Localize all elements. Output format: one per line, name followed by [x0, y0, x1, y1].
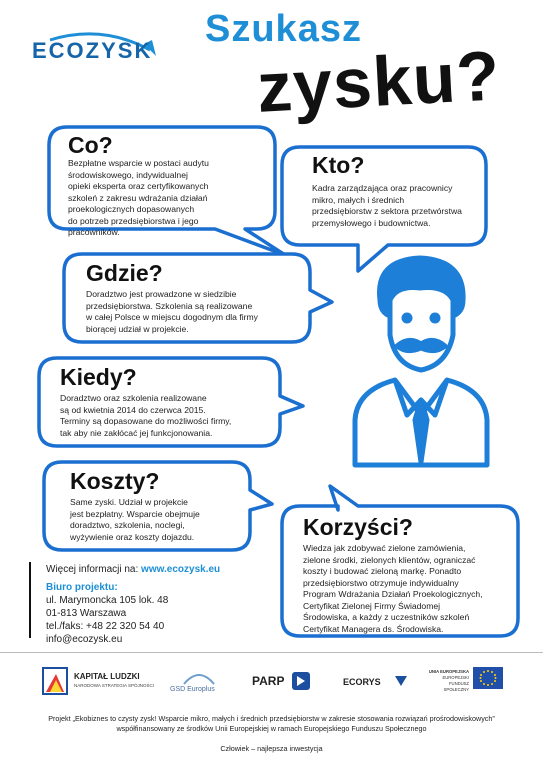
- office-label: Biuro projektu:: [46, 582, 118, 593]
- headline-line2: zysku?: [255, 36, 503, 127]
- more-info-line: Więcej informacji na: www.ecozysk.eu: [46, 564, 221, 575]
- logo-text: ECOZYSK: [32, 38, 153, 63]
- eu-efs-logo: UNIA EUROPEJSKA EUROPEJSKI FUNDUSZ SPOŁECZNY: [425, 667, 503, 697]
- koszty-text: Same zyski. Udział w projekcie jest bezpłatny. Wsparcie obejmuje doradztwo, szkolenia, noclegi, wyżywienie oraz koszty dojazdu.: [70, 497, 200, 542]
- kiedy-text: Doradztwo oraz szkolenia realizowane są od kwietnia 2014 do czerwca 2015. Terminy są dopasowane do możliwości firmy, tak aby nie zakłócać jej funkcjonowania.: [60, 393, 232, 438]
- co-title: Co?: [68, 132, 113, 158]
- gsd-swoosh-icon: [182, 668, 216, 688]
- footer-project-text: [0, 714, 543, 734]
- kiedy-title: Kiedy?: [60, 364, 137, 390]
- website-link[interactable]: www.ecozysk.eu: [141, 564, 221, 575]
- eu-flag-icon: [473, 667, 503, 689]
- footer-separator: [0, 652, 543, 653]
- email-link[interactable]: info@ecozysk.eu: [46, 634, 123, 645]
- headline-line1: Szukasz: [205, 8, 362, 50]
- koszty-title: Koszty?: [70, 468, 160, 494]
- ecorys-logo: ECORYS: [343, 672, 413, 694]
- gdzie-text: Doradztwo jest prowadzone w siedzibie przedsiębiorstwa. Szkolenia są realizowane w całej Polsce w miejscu dogodnym dla firmy biorącej udział w projekcie.: [86, 289, 258, 334]
- kapital-ludzki-icon: [42, 666, 70, 696]
- kapital-ludzki-logo: KAPITAŁ LUDZKI NARODOWA STRATEGIA SPÓJNOŚCI: [42, 666, 162, 698]
- korzysci-text: Wiedza jak zdobywać zielone zamówienia, zielone środki, zielonych klientów, ograniczać koszty i budować zieloną markę. Ponadto przedsiębiorstwo otrzymuje indywidualny Program Wdrażania Działań Proekologicznych, Certyfikat Zielonej Firmy Świadomej Środowiska, a każdy z uczestników szkoleń Certyfikat Managera ds. Środowiska.: [303, 543, 483, 634]
- parp-logo: PARP: [252, 672, 314, 694]
- gdzie-title: Gdzie?: [86, 260, 163, 286]
- footer-line1: Projekt „Ekobiznes to czysty zysk! Wsparcie mikro, małych i średnich przedsiębiorstw w zakresie stosowania rozwiązań prośrodowiskowych”: [48, 714, 495, 723]
- kto-text: Kadra zarządzająca oraz pracownicy mikro, małych i średnich przedsiębiorstw z sektora przetwórstwa przemysłowego i budownictwa.: [312, 183, 462, 228]
- co-text: Bezpłatne wsparcie w postaci audytu środowiskowego, indywidualnej opieki eksperta oraz certyfikowanych szkoleń z zakresu wdrażania działań proekologicznych dopasowanych do potrzeb przedsiębiorstwa i jego pracowników.: [68, 158, 209, 237]
- address-line2: 01-813 Warszawa: [46, 608, 127, 619]
- ecozysk-logo: [32, 30, 172, 80]
- footer-slogan: Człowiek – najlepsza inwestycja: [220, 744, 323, 753]
- parp-mark-icon: [292, 672, 310, 690]
- contact-block: [46, 563, 276, 646]
- korzysci-title: Korzyści?: [303, 514, 413, 540]
- ecorys-triangle-icon: [395, 676, 407, 688]
- kto-title: Kto?: [312, 152, 365, 178]
- gsd-europlus-logo: GSD Europlus: [170, 668, 230, 698]
- footer-line2: współfinansowany ze środków Unii Europejskiej w ramach Europejskiego Funduszu Społecznego: [116, 724, 427, 733]
- address-line1: ul. Marymoncka 105 lok. 48: [46, 595, 169, 606]
- phone: tel./faks: +48 22 320 54 40: [46, 621, 165, 632]
- contact-divider: [29, 562, 31, 638]
